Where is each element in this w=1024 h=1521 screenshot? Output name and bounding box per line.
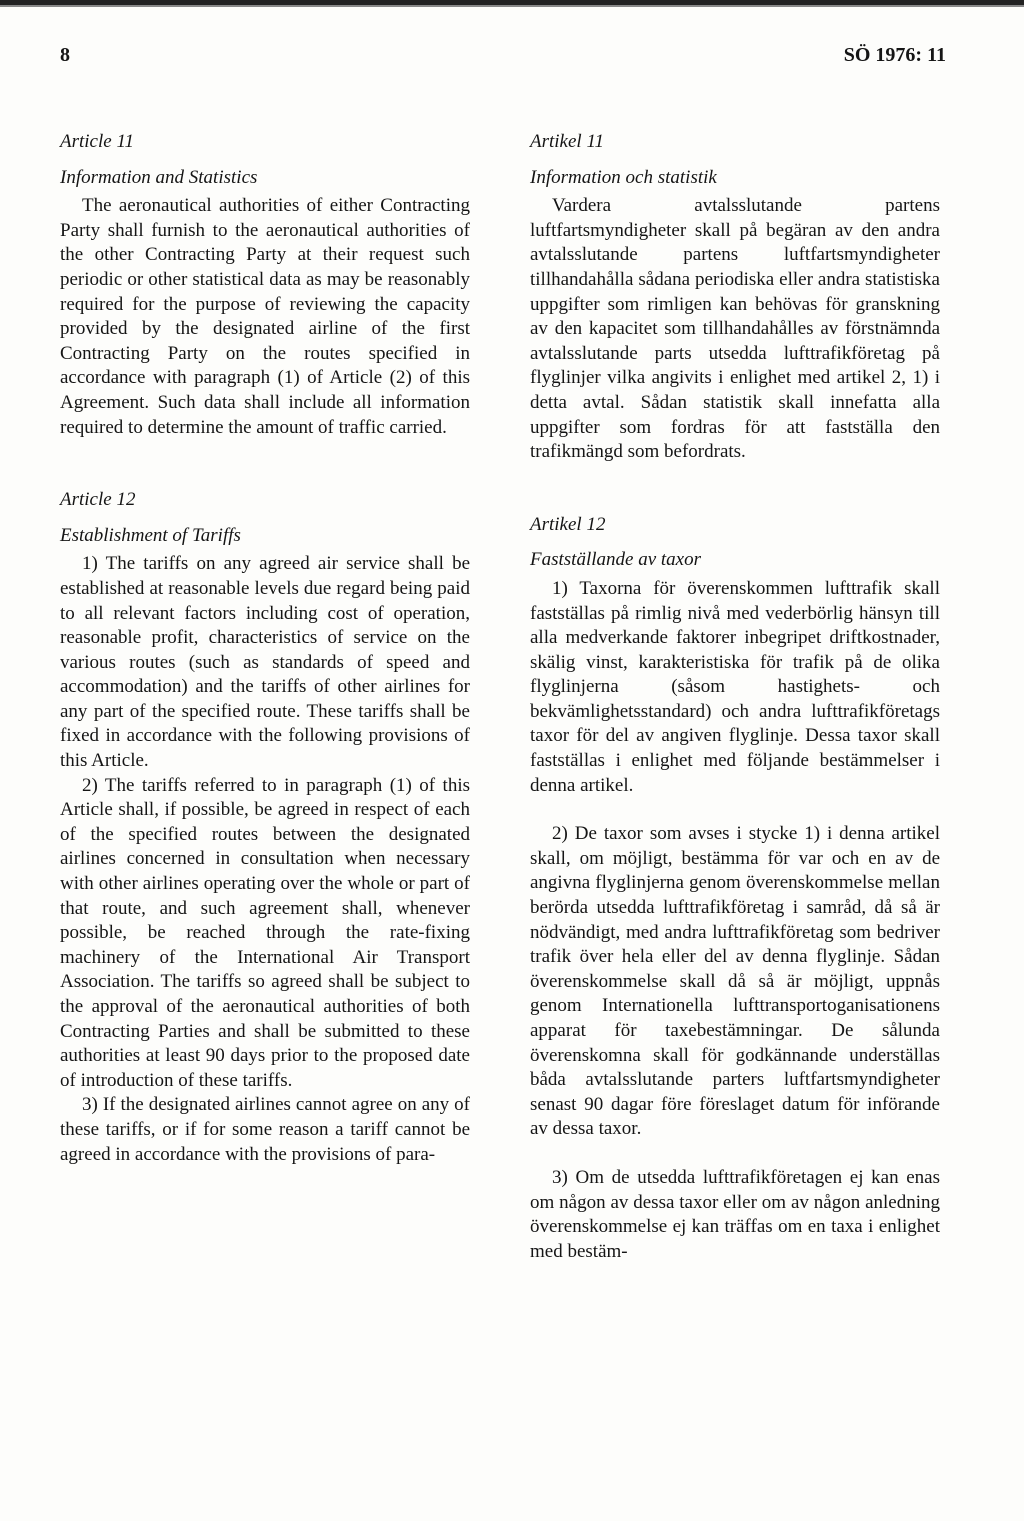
article-11-title: Article 11 [60, 131, 135, 152]
artikel-11-subtitle: Information och statistik [530, 166, 717, 188]
artikel-12-paragraph-3: 3) Om de utsedda lufttrafikföretagen ej kan enas om någon av dessa taxor eller om av någon anledning överenskommelse ej kan träffas om en taxa i enlighet med bestäm- [530, 1166, 940, 1262]
top-border-thin [0, 5, 1024, 7]
artikel-12-paragraph-1: 1) Taxorna för överenskommen lufttrafik skall fastställas på rimlig nivå med vederbörlig hänsyn till alla medverkande faktorer inbegripet driftkostnader, skälig vinst, karakteristiska för trafik på de olika flyglinjerna (såsom hastighets- och bekvämlighetsstandard) och andra lufttrafikföretags taxor för del av angiven flyglinje. Dessa taxor skall fastställas i enlighet med följande bestämmelser i denna artikel. [530, 577, 940, 796]
paragraph-spacer [530, 798, 940, 822]
article-11-subtitle: Information and Statistics [60, 166, 258, 188]
artikel-11-title: Artikel 11 [530, 131, 605, 152]
swedish-column [530, 130, 940, 1264]
article-12-paragraph-3: 3) If the designated airlines cannot agree on any of these tariffs, or if for some reason a tariff cannot be agreed in accordance with the provisions of para- [60, 1094, 470, 1165]
article-spacer [60, 440, 470, 488]
article-12-subtitle: Establishment of Tariffs [60, 524, 241, 546]
article-12-title: Article 12 [60, 489, 136, 511]
paragraph-spacer [530, 1142, 940, 1166]
artikel-12-title: Artikel 12 [530, 513, 606, 535]
artikel-12-subtitle: Fastställande av taxor [530, 549, 701, 571]
english-column [60, 130, 470, 1167]
page-header [60, 44, 946, 74]
artikel-12-paragraph-2: 2) De taxor som avses i stycke 1) i denna artikel skall, om möjligt, bestämma för var och en av de angivna flyglinjerna genom överenskommelse mellan berörda utsedda lufttrafikföretag i samråd, då så är nödvändigt, med andra lufttrafikföretag som bedriver trafik över hela eller del av denna flyglinje. Sådan överenskommelse skall då så är möjligt, uppnås genom Internationella lufttransportoganisationens apparat för taxebestämningar. De sålunda överenskomna skall för godkännande underställas båda avtalsslutande parters luftfartsmyndigheter senast 90 dagar före föreslaget datum för införande av dessa taxor. [530, 823, 940, 1140]
article-12-paragraph-2: 2) The tariffs referred to in paragraph (1) of this Article shall, if possible, be agreed in respect of each of the specified routes between the designated airlines concerned in consultation when necessary with other airlines operating over the whole or part of that route, and such agreement shall, whenever possible, be reached through the rate-fixing machinery of the International Air Transport Association. The tariffs so agreed shall be subject to the approval of the aeronautical authorities of both Contracting Parties and shall be submitted to these authorities at least 90 days prior to the proposed date of introduction of these tariffs. [60, 774, 470, 1091]
page-number: 8 [60, 44, 70, 66]
article-11-text: The aeronautical authorities of either Contracting Party shall furnish to the aeronautical authorities of the other Contracting Party at their request such periodic or other statistical data as may be reasonably required for the purpose of reviewing the capacity provided by the designated airline of the first Contracting Party on the routes specified in accordance with paragraph (1) of Article (2) of this Agreement. Such data shall include all information required to determine the amount of traffic carried. [60, 195, 470, 438]
article-12-paragraph-1: 1) The tariffs on any agreed air service shall be established at reasonable levels due regard being paid to all relevant factors including cost of operation, reasonable profit, characteristics of service on the various routes (such as standards of speed and accommodation) and the tariffs of other airlines for any part of the specified route. These tariffs shall be fixed in accordance with the following provisions of this Article. [60, 553, 470, 772]
article-spacer [530, 465, 940, 513]
artikel-11-text: Vardera avtalsslutande partens luftfartsmyndigheter skall på begäran av den andra avtalsslutande partens luftfartsmyndigheter tillhandahålla sådana periodiska eller andra statistiska uppgifter som rimligen kan behövas för granskning av den kapacitet som tillhandahålles av förstnämnda avtalsslutande parts utsedda lufttrafikföretag på flyglinjer vilka angivits i enlighet med artikel 2, 1) i detta avtal. Sådan statistik skall innefatta alla uppgifter som fordras för att fastställa den trafikmängd som befordrats. [530, 195, 940, 463]
document-reference: SÖ 1976: 11 [843, 44, 946, 66]
